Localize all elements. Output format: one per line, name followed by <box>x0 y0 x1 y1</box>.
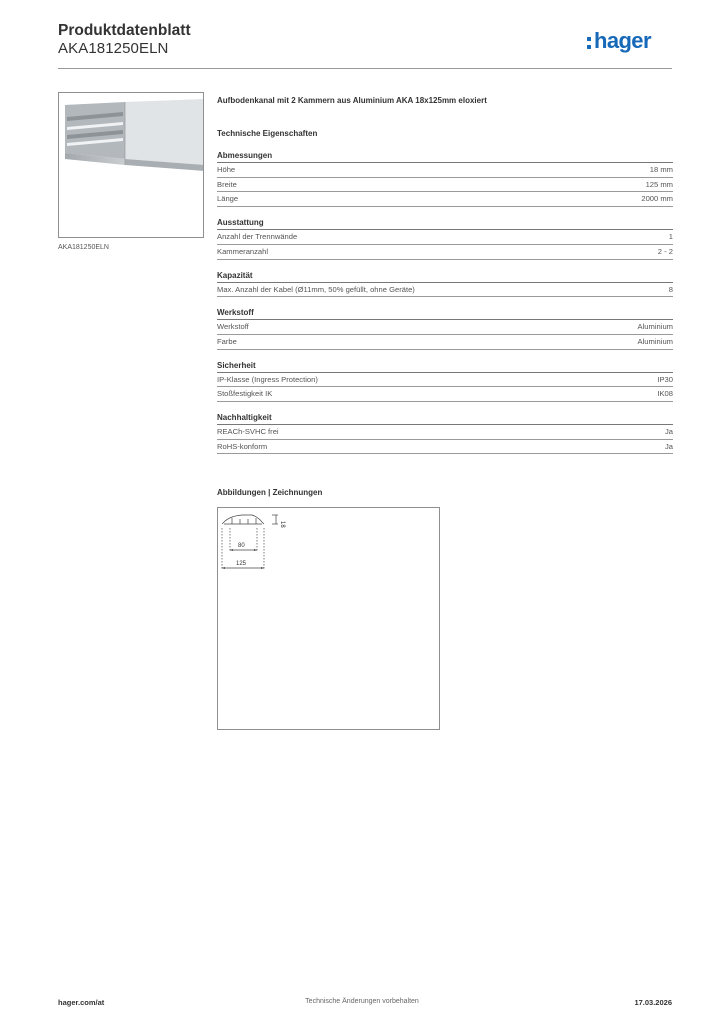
drawings-title: Abbildungen | Zeichnungen <box>217 488 323 497</box>
spec-group-title: Nachhaltigkeit <box>217 412 673 425</box>
hager-logo <box>594 30 651 52</box>
spec-group-title: Kapazität <box>217 270 673 283</box>
spec-value: 125 mm <box>645 179 673 189</box>
spec-label: Kammeranzahl <box>217 246 269 256</box>
dim-inner-label: 80 <box>238 543 245 549</box>
spec-group-title: Abmessungen <box>217 150 673 163</box>
product-description: Aufbodenkanal mit 2 Kammern aus Aluminium AKA 18x125mm eloxiert <box>217 96 487 105</box>
spec-label: IP-Klasse (Ingress Protection) <box>217 374 318 384</box>
spec-row <box>217 192 673 207</box>
dim-height-label: 18 <box>279 521 285 528</box>
image-caption: AKA181250ELN <box>58 244 109 251</box>
spec-value: 18 mm <box>649 165 673 174</box>
spec-label: Max. Anzahl der Kabel (Ø11mm, 50% gefüllt, ohne Geräte) <box>217 284 415 294</box>
logo-colon-icon <box>587 37 592 50</box>
spec-row <box>217 320 673 335</box>
spec-label: Höhe <box>217 165 236 174</box>
spec-row <box>217 163 673 178</box>
technical-drawing <box>217 507 440 730</box>
product-code: AKA181250ELN <box>58 40 169 57</box>
dim-width-label: 125 <box>236 561 247 567</box>
spec-label: Anzahl der Trennwände <box>217 232 298 242</box>
spec-row <box>217 373 673 388</box>
spec-value: 8 <box>668 284 673 294</box>
spec-groups <box>217 150 673 454</box>
spec-label: REACh-SVHC frei <box>217 427 279 437</box>
section-title: Technische Eigenschaften <box>217 129 318 138</box>
spec-label: Farbe <box>217 336 237 346</box>
cross-section-drawing <box>218 508 439 729</box>
spec-label: Stoßfestigkeit IK <box>217 389 273 399</box>
spec-group <box>217 412 673 454</box>
footer-website: hager.com/at <box>58 998 105 1007</box>
page-title: Produktdatenblatt <box>58 22 191 39</box>
spec-group <box>217 217 673 259</box>
spec-group <box>217 360 673 402</box>
spec-label: RoHS-konform <box>217 441 268 451</box>
spec-group <box>217 150 673 207</box>
spec-group <box>217 270 673 298</box>
spec-value: 2000 mm <box>641 194 673 204</box>
spec-group-title: Werkstoff <box>217 307 673 320</box>
spec-value: Aluminium <box>637 322 673 332</box>
spec-value: 2 - 2 <box>657 246 673 256</box>
header-divider <box>58 68 672 69</box>
cable-duct-illustration <box>59 93 204 238</box>
spec-value: Ja <box>664 441 673 451</box>
spec-value: Ja <box>664 427 673 437</box>
spec-group-title: Ausstattung <box>217 217 673 230</box>
spec-group-title: Sicherheit <box>217 360 673 373</box>
spec-group <box>217 307 673 349</box>
logo-text: hager <box>594 28 651 53</box>
product-image <box>58 92 204 238</box>
spec-row <box>217 283 673 298</box>
spec-value: IP30 <box>657 374 673 384</box>
spec-row <box>217 425 673 440</box>
spec-row <box>217 440 673 455</box>
spec-row <box>217 178 673 193</box>
spec-value: Aluminium <box>637 336 673 346</box>
spec-row <box>217 335 673 350</box>
spec-row <box>217 230 673 245</box>
spec-label: Länge <box>217 194 239 204</box>
footer-date: 17.03.2026 <box>634 998 672 1007</box>
spec-label: Werkstoff <box>217 322 249 332</box>
spec-content <box>217 96 673 464</box>
spec-label: Breite <box>217 179 237 189</box>
spec-value: 1 <box>668 232 673 242</box>
spec-value: IK08 <box>657 389 673 399</box>
spec-row <box>217 245 673 260</box>
spec-row <box>217 387 673 402</box>
footer-note: Technische Änderungen vorbehalten <box>305 998 419 1005</box>
